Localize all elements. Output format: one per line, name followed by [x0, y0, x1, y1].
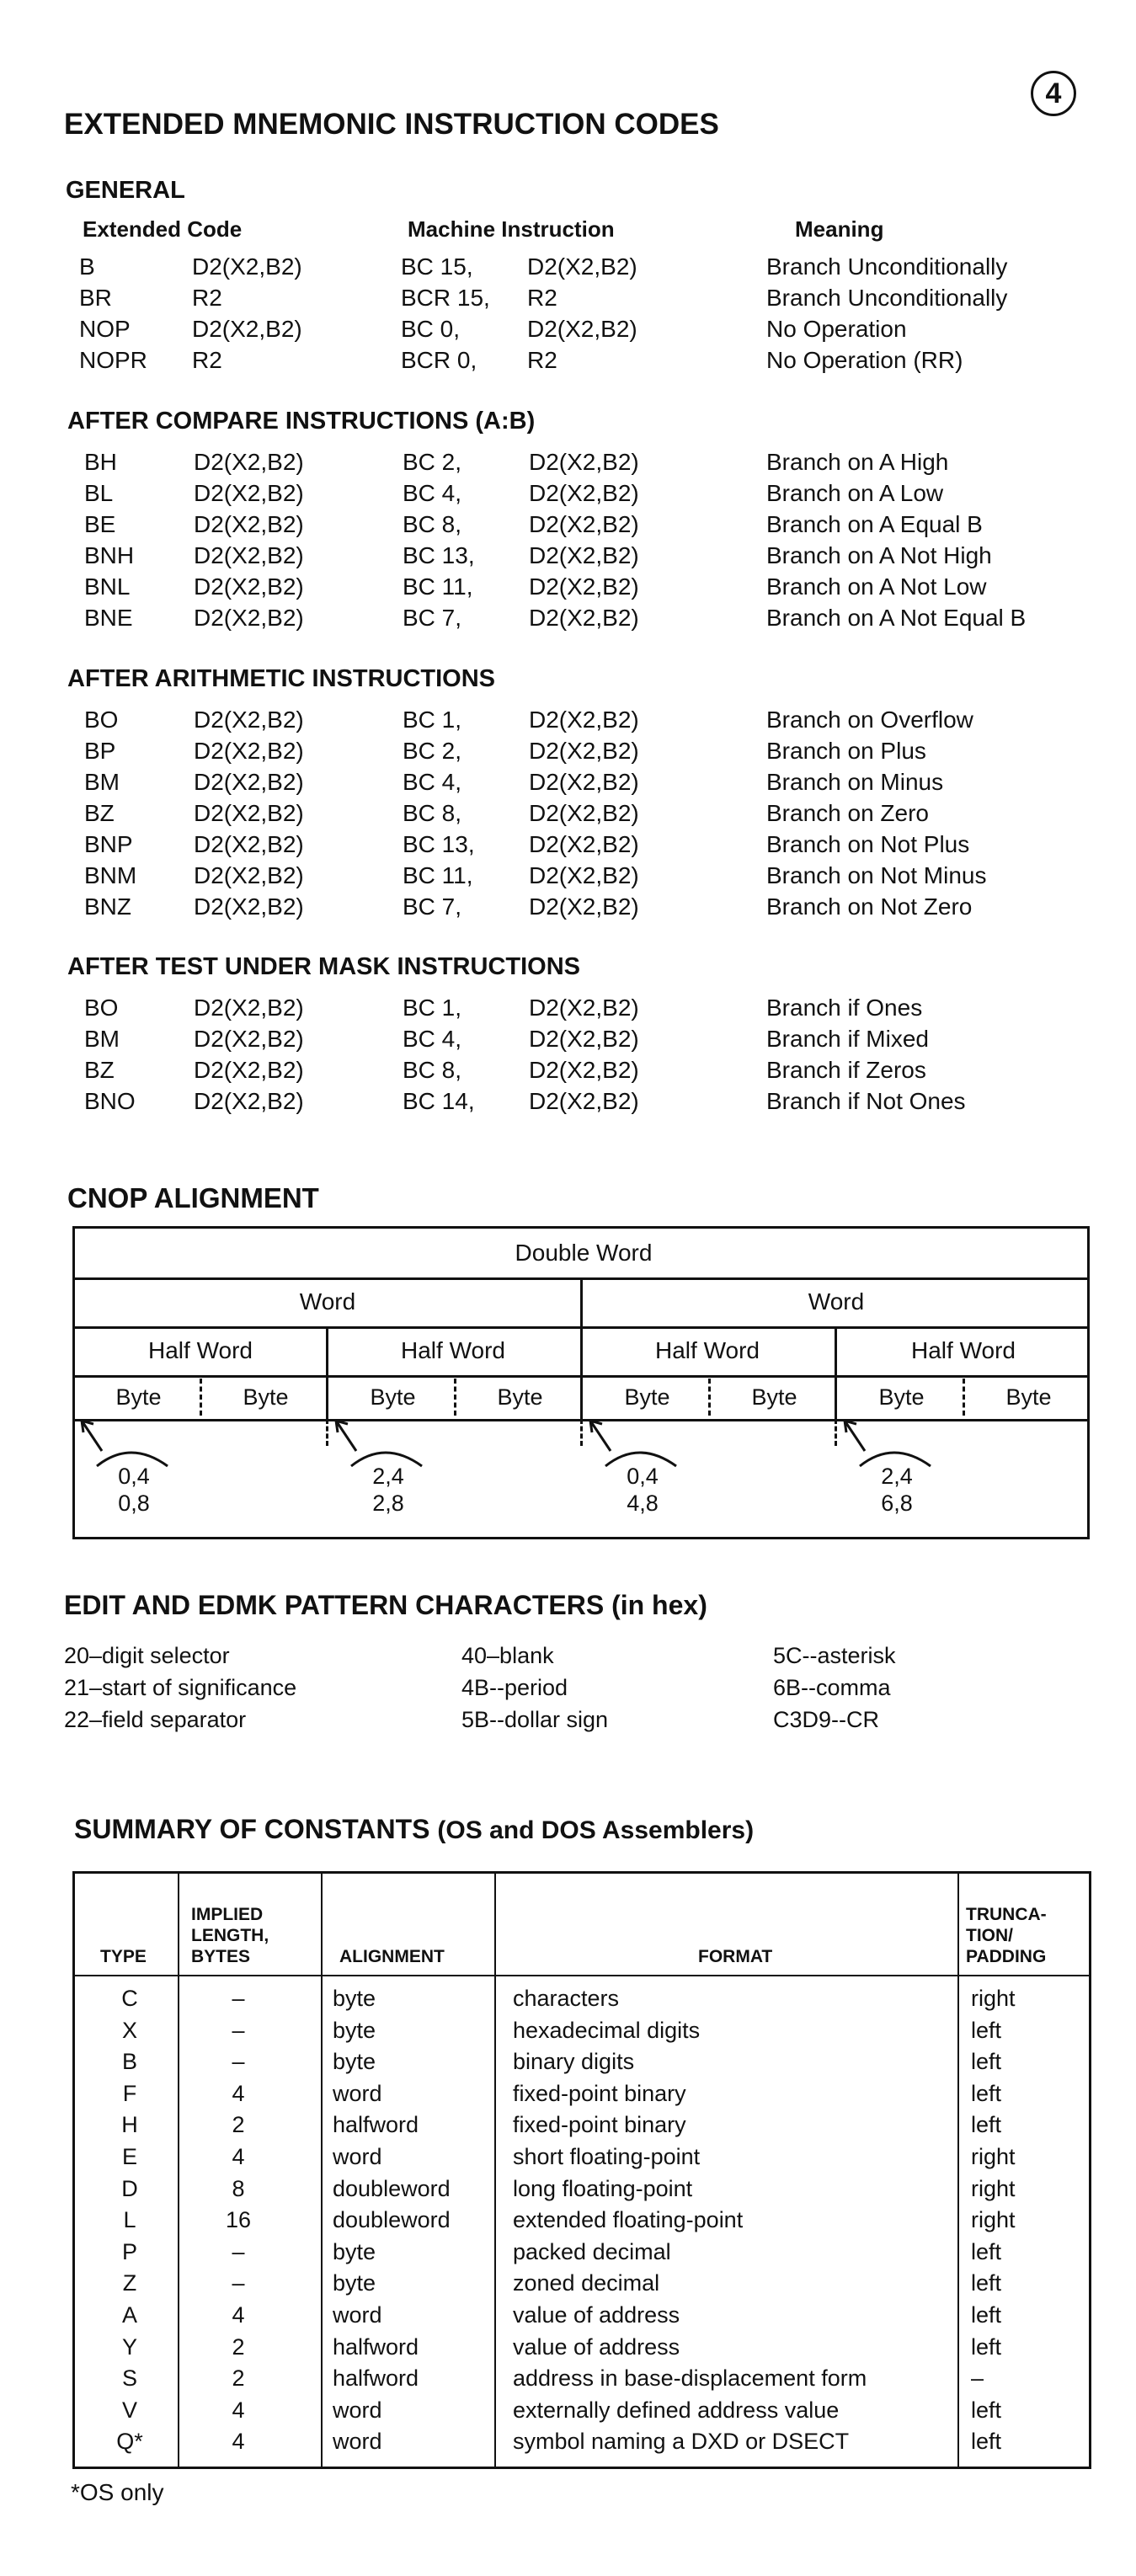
- alignment-label: 2,8: [372, 1491, 404, 1516]
- alignment: byte: [333, 1986, 376, 2011]
- alignment: halfword: [333, 2333, 419, 2360]
- byte-label: Byte: [370, 1384, 416, 1410]
- header-implied-length: BYTES: [191, 1947, 251, 1966]
- alignment: doubleword: [333, 2175, 451, 2201]
- extended-mnemonic: BNP: [84, 831, 133, 857]
- edit-pattern-item: 4B--period: [461, 1675, 568, 1700]
- meaning: Branch Unconditionally: [766, 253, 1008, 280]
- column-header-extended-code: Extended Code: [83, 216, 243, 242]
- extended-mnemonic: BH: [84, 449, 117, 475]
- arrow-icon: [336, 1421, 356, 1451]
- extended-mnemonic: BR: [79, 285, 112, 311]
- constant-type: D: [121, 2175, 138, 2201]
- machine-op: BC 4,: [403, 480, 462, 506]
- extended-operand: D2(X2,B2): [192, 316, 302, 342]
- extended-operand: D2(X2,B2): [194, 769, 304, 795]
- alignment-label: 0,4: [627, 1464, 659, 1489]
- machine-op: BC 7,: [403, 605, 462, 631]
- extended-mnemonic: BNH: [84, 542, 135, 568]
- word-label: Word: [808, 1288, 865, 1315]
- section-heading: GENERAL: [66, 177, 185, 204]
- machine-op: BC 8,: [403, 1057, 462, 1083]
- implied-length: –: [232, 2270, 245, 2296]
- implied-length: 2: [232, 2112, 245, 2138]
- alignment: halfword: [333, 2112, 419, 2138]
- machine-operand: D2(X2,B2): [527, 253, 637, 280]
- constant-type: Y: [121, 2333, 137, 2360]
- meaning: Branch on A High: [766, 449, 949, 475]
- extended-operand: D2(X2,B2): [194, 1057, 304, 1083]
- machine-op: BC 13,: [403, 542, 475, 568]
- machine-operand: R2: [527, 347, 557, 373]
- implied-length: 4: [232, 2429, 245, 2455]
- cnop-heading: CNOP ALIGNMENT: [67, 1182, 319, 1213]
- extended-operand: D2(X2,B2): [194, 1026, 304, 1052]
- byte-label: Byte: [497, 1384, 543, 1410]
- byte-label: Byte: [751, 1384, 797, 1410]
- machine-op: BC 0,: [401, 316, 461, 342]
- alignment: byte: [333, 2017, 376, 2043]
- edit-pattern-item: C3D9--CR: [773, 1707, 880, 1732]
- implied-length: 16: [225, 2207, 252, 2233]
- extended-mnemonic: BE: [84, 511, 116, 537]
- implied-length: –: [232, 2017, 245, 2043]
- machine-op: BC 11,: [403, 573, 473, 600]
- machine-operand: D2(X2,B2): [529, 893, 639, 920]
- extended-mnemonic: BNZ: [84, 893, 131, 920]
- double-word-label: Double Word: [515, 1240, 653, 1266]
- extended-mnemonic: BP: [84, 738, 116, 764]
- format: long floating-point: [513, 2175, 693, 2201]
- implied-length: 2: [232, 2333, 245, 2360]
- constant-type: B: [121, 2049, 137, 2075]
- column-line: [321, 1874, 323, 2467]
- format: packed decimal: [513, 2238, 671, 2264]
- extended-operand: D2(X2,B2): [194, 542, 304, 568]
- implied-length: –: [232, 2049, 245, 2075]
- meaning: Branch on A Not Equal B: [766, 605, 1027, 631]
- meaning: Branch on Plus: [766, 738, 926, 764]
- extended-mnemonic: BO: [84, 995, 119, 1021]
- machine-operand: D2(X2,B2): [529, 449, 639, 475]
- column-line: [494, 1874, 496, 2467]
- constant-type: F: [122, 2080, 137, 2106]
- implied-length: 2: [232, 2365, 245, 2392]
- truncation-padding: left: [971, 2270, 1002, 2296]
- edit-pattern-item: 6B--comma: [773, 1675, 891, 1700]
- truncation-padding: right: [971, 1986, 1016, 2011]
- machine-op: BC 2,: [403, 449, 462, 475]
- edit-pattern-item: 5C--asterisk: [773, 1643, 896, 1668]
- header-line: [75, 1975, 1089, 1976]
- truncation-padding: left: [971, 2397, 1002, 2423]
- word-label: Word: [299, 1288, 356, 1315]
- truncation-padding: –: [971, 2365, 984, 2392]
- meaning: Branch if Zeros: [766, 1057, 926, 1083]
- extended-mnemonic: NOPR: [79, 347, 147, 373]
- truncation-padding: left: [971, 2080, 1002, 2106]
- extended-mnemonic: BNM: [84, 862, 137, 888]
- constant-type: V: [121, 2397, 137, 2423]
- machine-operand: R2: [527, 285, 557, 311]
- extended-mnemonic: BM: [84, 1026, 120, 1052]
- machine-operand: D2(X2,B2): [527, 316, 637, 342]
- meaning: No Operation: [766, 316, 907, 342]
- meaning: No Operation (RR): [766, 347, 963, 373]
- alignment: word: [333, 2397, 382, 2423]
- constant-type: P: [121, 2238, 137, 2264]
- constant-type: Z: [122, 2270, 137, 2296]
- extended-operand: D2(X2,B2): [194, 893, 304, 920]
- alignment: byte: [333, 2238, 376, 2264]
- section-heading: AFTER COMPARE INSTRUCTIONS (A:B): [67, 408, 536, 435]
- machine-op: BC 4,: [403, 769, 462, 795]
- extended-mnemonic: B: [79, 253, 95, 280]
- footnote: *OS only: [71, 2479, 164, 2505]
- constant-type: C: [121, 1986, 138, 2011]
- header-format: FORMAT: [698, 1947, 773, 1966]
- machine-operand: D2(X2,B2): [529, 1026, 639, 1052]
- alignment-label: 2,4: [372, 1464, 404, 1489]
- page-title: EXTENDED MNEMONIC INSTRUCTION CODES: [64, 108, 719, 141]
- arrow-icon: [82, 1421, 102, 1451]
- format: externally defined address value: [513, 2397, 840, 2423]
- meaning: Branch on A Equal B: [766, 511, 983, 537]
- format: value of address: [513, 2333, 680, 2360]
- machine-op: BC 13,: [403, 831, 475, 857]
- extended-operand: D2(X2,B2): [194, 800, 304, 826]
- byte-label: Byte: [115, 1384, 162, 1410]
- machine-op: BCR 0,: [401, 347, 477, 373]
- machine-operand: D2(X2,B2): [529, 862, 639, 888]
- truncation-padding: left: [971, 2049, 1002, 2075]
- edit-pattern-item: 5B--dollar sign: [461, 1707, 609, 1732]
- constant-type: Q*: [116, 2429, 143, 2455]
- implied-length: 4: [232, 2080, 245, 2106]
- byte-label: Byte: [878, 1384, 925, 1410]
- extended-mnemonic: BL: [84, 480, 114, 506]
- half-word-label: Half Word: [655, 1337, 760, 1363]
- meaning: Branch on A Not High: [766, 542, 992, 568]
- machine-op: BC 15,: [401, 253, 473, 280]
- alignment: word: [333, 2429, 382, 2455]
- header-alignment: ALIGNMENT: [339, 1947, 445, 1966]
- extended-mnemonic: BM: [84, 769, 120, 795]
- meaning: Branch on Minus: [766, 769, 944, 795]
- meaning: Branch on Not Plus: [766, 831, 970, 857]
- meaning: Branch Unconditionally: [766, 285, 1008, 311]
- byte-label: Byte: [243, 1384, 289, 1410]
- constants-subtitle: (OS and DOS Assemblers): [437, 1816, 755, 1844]
- cnop-alignment-diagram: [72, 1226, 1090, 1539]
- truncation-padding: left: [971, 2238, 1002, 2264]
- constant-type: X: [121, 2017, 137, 2043]
- truncation-padding: left: [971, 2112, 1002, 2138]
- truncation-padding: right: [971, 2207, 1016, 2233]
- meaning: Branch on Zero: [766, 800, 929, 826]
- constant-type: S: [121, 2365, 137, 2392]
- implied-length: 4: [232, 2302, 245, 2328]
- machine-op: BC 2,: [403, 738, 462, 764]
- extended-operand: D2(X2,B2): [194, 1088, 304, 1114]
- extended-operand: D2(X2,B2): [194, 480, 304, 506]
- truncation-padding: left: [971, 2333, 1002, 2360]
- machine-op: BC 14,: [403, 1088, 475, 1114]
- alignment-label: 2,4: [881, 1464, 913, 1489]
- machine-operand: D2(X2,B2): [529, 707, 639, 733]
- implied-length: 4: [232, 2397, 245, 2423]
- alignment-label: 0,4: [118, 1464, 150, 1489]
- machine-operand: D2(X2,B2): [529, 480, 639, 506]
- alignment: byte: [333, 2270, 376, 2296]
- alignment-arrows: [75, 1419, 1092, 1545]
- machine-op: BC 1,: [403, 707, 462, 733]
- format: address in base-displacement form: [513, 2365, 867, 2392]
- meaning: Branch on A Low: [766, 480, 944, 506]
- page-number: 4: [1031, 71, 1076, 116]
- constant-type: E: [121, 2144, 137, 2169]
- edit-pattern-item: 40–blank: [461, 1643, 554, 1668]
- extended-mnemonic: BNE: [84, 605, 133, 631]
- alignment: byte: [333, 2049, 376, 2075]
- truncation-padding: left: [971, 2302, 1002, 2328]
- extended-operand: D2(X2,B2): [194, 605, 304, 631]
- extended-mnemonic: NOP: [79, 316, 131, 342]
- constant-type: L: [123, 2207, 136, 2233]
- machine-operand: D2(X2,B2): [529, 995, 639, 1021]
- byte-label: Byte: [624, 1384, 670, 1410]
- constant-type: A: [121, 2302, 137, 2328]
- format: extended floating-point: [513, 2207, 744, 2233]
- arrow-icon: [845, 1421, 865, 1451]
- extended-operand: D2(X2,B2): [194, 707, 304, 733]
- truncation-padding: right: [971, 2175, 1016, 2201]
- meaning: Branch on Overflow: [766, 707, 973, 733]
- edit-heading: EDIT AND EDMK PATTERN CHARACTERS (in hex): [64, 1590, 707, 1620]
- extended-operand: D2(X2,B2): [194, 738, 304, 764]
- header-implied-length: LENGTH,: [191, 1926, 269, 1945]
- machine-op: BC 1,: [403, 995, 462, 1021]
- format: zoned decimal: [513, 2270, 660, 2296]
- format: characters: [513, 1986, 620, 2011]
- column-header-machine-instruction: Machine Instruction: [408, 216, 615, 242]
- extended-mnemonic: BNL: [84, 573, 131, 600]
- implied-length: –: [232, 2238, 245, 2264]
- column-header-meaning: Meaning: [795, 216, 884, 242]
- section-heading: AFTER TEST UNDER MASK INSTRUCTIONS: [67, 953, 580, 980]
- machine-operand: D2(X2,B2): [529, 605, 639, 631]
- alignment-label: 4,8: [627, 1491, 659, 1516]
- extended-operand: D2(X2,B2): [194, 862, 304, 888]
- implied-length: 8: [232, 2175, 245, 2201]
- machine-operand: D2(X2,B2): [529, 573, 639, 600]
- machine-op: BC 8,: [403, 800, 462, 826]
- format: value of address: [513, 2302, 680, 2328]
- alignment: word: [333, 2302, 382, 2328]
- meaning: Branch if Mixed: [766, 1026, 929, 1052]
- format: fixed-point binary: [513, 2112, 686, 2138]
- header-type: TYPE: [100, 1947, 147, 1966]
- half-word-label: Half Word: [911, 1337, 1016, 1363]
- half-word-label: Half Word: [148, 1337, 253, 1363]
- machine-operand: D2(X2,B2): [529, 1088, 639, 1114]
- format: binary digits: [513, 2049, 635, 2075]
- extended-mnemonic: BNO: [84, 1088, 136, 1114]
- alignment-label: 6,8: [881, 1491, 913, 1516]
- constant-type: H: [121, 2112, 138, 2138]
- constants-heading: [74, 1814, 754, 1845]
- format: fixed-point binary: [513, 2080, 686, 2106]
- machine-op: BC 8,: [403, 511, 462, 537]
- meaning: Branch on Not Zero: [766, 893, 973, 920]
- machine-op: BC 11,: [403, 862, 473, 888]
- truncation-padding: left: [971, 2017, 1002, 2043]
- alignment: halfword: [333, 2365, 419, 2392]
- extended-operand: D2(X2,B2): [192, 253, 302, 280]
- extended-operand: R2: [192, 347, 222, 373]
- machine-op: BC 4,: [403, 1026, 462, 1052]
- header-truncation-padding: PADDING: [966, 1947, 1047, 1966]
- machine-operand: D2(X2,B2): [529, 769, 639, 795]
- truncation-padding: right: [971, 2144, 1016, 2169]
- extended-operand: D2(X2,B2): [194, 511, 304, 537]
- machine-operand: D2(X2,B2): [529, 738, 639, 764]
- alignment: word: [333, 2080, 382, 2106]
- format: symbol naming a DXD or DSECT: [513, 2429, 850, 2455]
- format: short floating-point: [513, 2144, 701, 2169]
- extended-operand: R2: [192, 285, 222, 311]
- meaning: Branch on A Not Low: [766, 573, 987, 600]
- extended-mnemonic: BZ: [84, 1057, 115, 1083]
- meaning: Branch on Not Minus: [766, 862, 987, 888]
- machine-operand: D2(X2,B2): [529, 800, 639, 826]
- meaning: Branch if Ones: [766, 995, 923, 1021]
- edit-pattern-item: 20–digit selector: [64, 1643, 230, 1668]
- extended-operand: D2(X2,B2): [194, 831, 304, 857]
- machine-operand: D2(X2,B2): [529, 542, 639, 568]
- alignment: doubleword: [333, 2207, 451, 2233]
- alignment-label: 0,8: [118, 1491, 150, 1516]
- extended-operand: D2(X2,B2): [194, 573, 304, 600]
- machine-operand: D2(X2,B2): [529, 511, 639, 537]
- edit-pattern-item: 21–start of significance: [64, 1675, 297, 1700]
- implied-length: 4: [232, 2144, 245, 2169]
- constants-title: SUMMARY OF CONSTANTS: [74, 1814, 430, 1844]
- extended-mnemonic: BO: [84, 707, 119, 733]
- machine-operand: D2(X2,B2): [529, 1057, 639, 1083]
- byte-label: Byte: [1005, 1384, 1052, 1410]
- edit-pattern-item: 22–field separator: [64, 1707, 247, 1732]
- header-truncation-padding: TRUNCA-: [966, 1905, 1047, 1924]
- column-line: [957, 1874, 959, 2467]
- section-heading: AFTER ARITHMETIC INSTRUCTIONS: [67, 665, 496, 692]
- implied-length: –: [232, 1986, 245, 2011]
- alignment: word: [333, 2144, 382, 2169]
- half-word-label: Half Word: [401, 1337, 505, 1363]
- header-truncation-padding: TION/: [966, 1926, 1013, 1945]
- machine-op: BC 7,: [403, 893, 462, 920]
- meaning: Branch if Not Ones: [766, 1088, 966, 1114]
- truncation-padding: left: [971, 2429, 1002, 2455]
- header-implied-length: IMPLIED: [191, 1905, 264, 1924]
- arrow-icon: [590, 1421, 611, 1451]
- constants-table: [72, 1871, 1091, 2469]
- extended-operand: D2(X2,B2): [194, 995, 304, 1021]
- machine-op: BCR 15,: [401, 285, 490, 311]
- extended-operand: D2(X2,B2): [194, 449, 304, 475]
- extended-mnemonic: BZ: [84, 800, 115, 826]
- machine-operand: D2(X2,B2): [529, 831, 639, 857]
- format: hexadecimal digits: [513, 2017, 701, 2043]
